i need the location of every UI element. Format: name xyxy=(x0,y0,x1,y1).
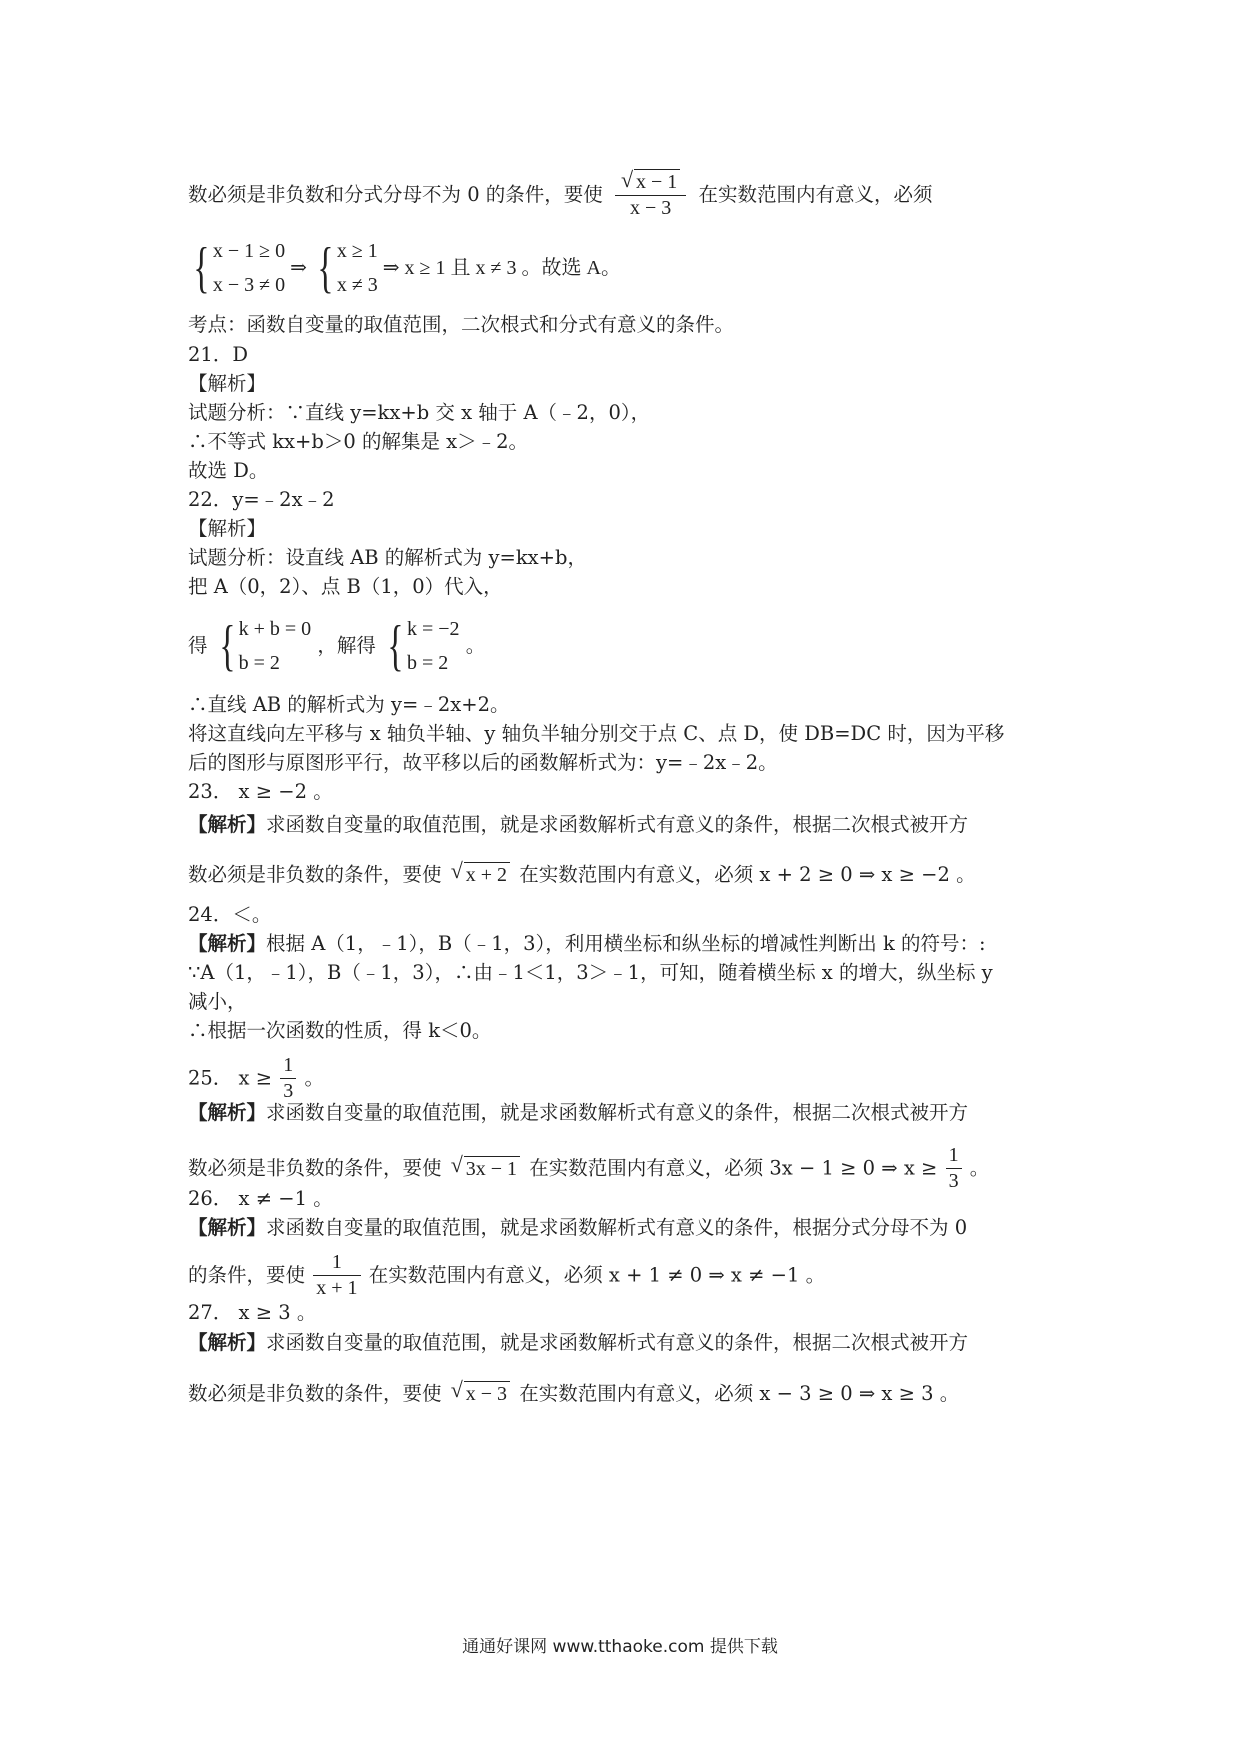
brace-icon: { xyxy=(193,237,210,299)
equation-row: x − 3 ≠ 0 xyxy=(212,274,286,296)
fraction-numerator xyxy=(615,167,686,196)
analysis-heading: 【解析】 xyxy=(188,1331,267,1354)
fraction-denominator: 3 xyxy=(948,1170,959,1192)
text: 数必须是非负数和分式分母不为 0 的条件，要使 xyxy=(188,183,603,206)
text-line: 试题分析：设直线 AB 的解析式为 y=kx+b， xyxy=(188,546,587,569)
answer-23: 23． x ≥ −2 。 xyxy=(188,780,333,803)
fraction-denominator: x − 3 xyxy=(630,197,672,219)
fraction-numerator: 1 xyxy=(946,1143,962,1169)
text: 。 xyxy=(304,1066,324,1090)
radicand: x + 2 xyxy=(464,862,510,886)
equation-row: b = 2 xyxy=(406,652,449,674)
square-root xyxy=(621,167,680,195)
text-line xyxy=(188,1101,968,1125)
text-line: 试题分析：∵直线 y=kx+b 交 x 轴于 A（﹣2，0）， xyxy=(188,401,651,424)
fraction-numerator: 1 xyxy=(280,1053,296,1079)
page-footer: 通通好课网 www.tthaoke.com 提供下载 xyxy=(462,1637,778,1657)
text: 。 xyxy=(465,634,486,657)
fraction-numerator: 1 xyxy=(313,1250,360,1276)
fraction xyxy=(313,1250,360,1301)
fraction-denominator: 3 xyxy=(283,1080,294,1102)
answer-25 xyxy=(188,1053,324,1104)
text: 数必须是非负数的条件，要使 xyxy=(188,1156,442,1180)
fraction-denominator: x + 1 xyxy=(316,1277,358,1299)
text-line: ∵A（1，﹣1），B（﹣1，3），∴由﹣1＜1，3＞﹣1，可知，随着横坐标 x 的增大，纵坐标 y xyxy=(188,961,993,984)
fraction xyxy=(280,1053,296,1104)
analysis-heading: 【解析】 xyxy=(188,932,267,955)
text: 数必须是非负数的条件，要使 xyxy=(188,863,442,886)
text-line: 故选 D。 xyxy=(188,459,269,482)
text: 求函数自变量的取值范围，就是求函数解析式有意义的条件，根据二次根式被开方 xyxy=(266,1331,969,1354)
text: 根据 A（1，﹣1），B（﹣1，3），利用横坐标和纵坐标的增减性判断出 k 的符号：: xyxy=(266,932,986,955)
equation-system xyxy=(312,234,378,302)
text-line: 将这直线向左平移与 x 轴负半轴、y 轴负半轴分别交于点 C、点 D，使 DB=DC 时，因为平移 xyxy=(188,722,1005,745)
text-line xyxy=(188,1216,967,1240)
equation-system xyxy=(382,612,459,680)
square-root xyxy=(450,858,510,887)
radical-sign-icon: √ xyxy=(621,167,634,192)
text: 的条件，要使 xyxy=(188,1263,306,1287)
text: 求函数自变量的取值范围，就是求函数解析式有意义的条件，根据二次根式被开方 xyxy=(266,1101,969,1124)
answer-26: 26． x ≠ −1 。 xyxy=(188,1187,333,1210)
text-line xyxy=(188,932,986,956)
equation-row: k = −2 xyxy=(406,618,460,640)
text: 25． x ≥ xyxy=(188,1066,273,1090)
brace-icon: { xyxy=(219,615,236,677)
text-line xyxy=(188,1331,968,1355)
text: ⇒ x ≥ 1 且 x ≠ 3 。故选 A。 xyxy=(382,257,621,279)
text-line: ∴直线 AB 的解析式为 y=﹣2x+2。 xyxy=(188,693,510,716)
text: 在实数范围内有意义，必须 xyxy=(698,183,933,206)
answer-27: 27． x ≥ 3 。 xyxy=(188,1301,317,1324)
equation-row: x ≠ 3 xyxy=(336,274,378,296)
radical-sign-icon: √ xyxy=(450,1377,463,1402)
radicand: x − 3 xyxy=(464,1381,510,1405)
analysis-heading: 【解析】 xyxy=(188,517,267,540)
text: 在实数范围内有意义，必须 x + 2 ≥ 0 ⇒ x ≥ −2 。 xyxy=(519,863,976,886)
analysis-heading: 【解析】 xyxy=(188,1101,267,1124)
fraction xyxy=(615,167,686,221)
analysis-heading: 【解析】 xyxy=(188,372,267,395)
text: 在实数范围内有意义，必须 x − 3 ≥ 0 ⇒ x ≥ 3 。 xyxy=(519,1382,960,1405)
text-line xyxy=(188,1377,960,1406)
analysis-heading: 【解析】 xyxy=(188,1216,267,1239)
radical-sign-icon: √ xyxy=(450,858,463,883)
implies-arrow: ⇒ xyxy=(290,257,307,279)
text-line: 后的图形与原图形平行，故平移以后的函数解析式为：y=﹣2x﹣2。 xyxy=(188,751,778,774)
equation-row: b = 2 xyxy=(238,652,280,674)
square-root xyxy=(450,1377,510,1406)
text-line xyxy=(188,858,976,887)
equation-line xyxy=(188,234,621,302)
square-root xyxy=(450,1151,520,1181)
text: 求函数自变量的取值范围，就是求函数解析式有意义的条件，根据分式分母不为 0 xyxy=(266,1216,968,1239)
text: 在实数范围内有意义，必须 3x − 1 ≥ 0 ⇒ x ≥ xyxy=(529,1156,938,1180)
text-line: ∴不等式 kx+b＞0 的解集是 x＞﹣2。 xyxy=(188,430,529,453)
equation-system xyxy=(214,612,311,680)
text-line xyxy=(188,813,968,837)
text-line xyxy=(188,167,933,221)
equation-row: x − 1 ≥ 0 xyxy=(212,240,286,262)
text: ，解得 xyxy=(317,634,376,657)
answer-24: 24．＜。 xyxy=(188,903,272,926)
text: 在实数范围内有意义，必须 x + 1 ≠ 0 ⇒ x ≠ −1 。 xyxy=(368,1263,826,1287)
equation-row: k + b = 0 xyxy=(238,618,312,640)
text-line: 把 A（0，2）、点 B（1，0）代入， xyxy=(188,575,503,598)
brace-icon: { xyxy=(387,615,404,677)
text: 得 xyxy=(188,634,208,657)
text: 求函数自变量的取值范围，就是求函数解析式有意义的条件，根据二次根式被开方 xyxy=(266,813,969,836)
radicand: 3x − 1 xyxy=(464,1156,520,1180)
answer-22: 22．y=﹣2x﹣2 xyxy=(188,488,335,511)
answer-21: 21．D xyxy=(188,343,248,366)
text-line: ∴根据一次函数的性质，得 k＜0。 xyxy=(188,1019,492,1042)
equation-line xyxy=(188,612,485,680)
equation-system xyxy=(188,234,285,302)
text: 数必须是非负数的条件，要使 xyxy=(188,1382,442,1405)
equation-row: x ≥ 1 xyxy=(336,240,378,262)
text-line xyxy=(188,1250,825,1301)
brace-icon: { xyxy=(317,237,334,299)
text: 。 xyxy=(969,1156,990,1180)
kaodian: 考点：函数自变量的取值范围，二次根式和分式有意义的条件。 xyxy=(188,313,735,336)
analysis-heading: 【解析】 xyxy=(188,813,267,836)
text-line: 减小， xyxy=(188,990,247,1013)
radical-sign-icon: √ xyxy=(450,1151,463,1177)
radicand: x − 1 xyxy=(634,169,680,193)
fraction xyxy=(946,1143,962,1194)
